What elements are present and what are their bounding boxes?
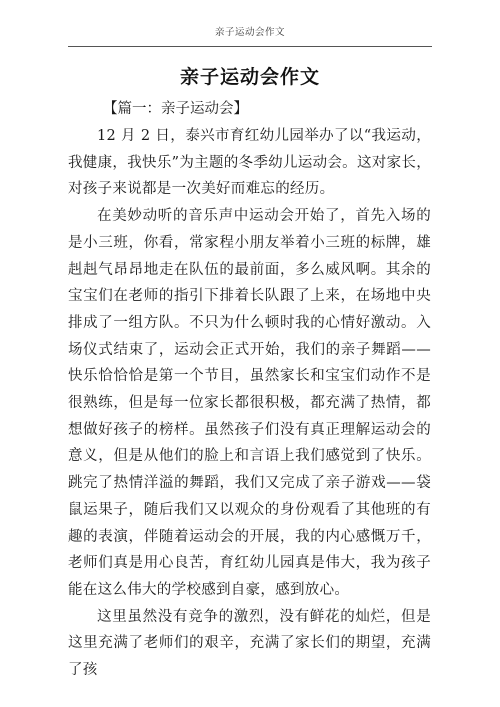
paragraph-1: 12 月 2 日，泰兴市育红幼儿园举办了以“我运动，我健康，我快乐”为主题的冬季幼儿运动会。这对家长，对孩子来说都是一次美好而难忘的经历。	[68, 128, 431, 198]
paragraph-2: 在美妙动听的音乐声中运动会开始了，首先入场的是小三班，你看，常家程小朋友举着小三班的标牌，雄赳赳气昂昂地走在队伍的最前面，多么威风啊。其余的宝宝们在老师的指引下排着长队跟了上来，在场地中央排成了一组方队。不只为什么顿时我的心情好激动。入场仪式结束了，运动会正式开始，我们的亲子舞蹈——快乐恰恰恰是第一个节目，虽然家长和宝宝们动作不是很熟练，但是每一位家长都很积极，都充满了热情，都想做好孩子的榜样。虽然孩子们没有真正理解运动会的意义，但是从他们的脸上和言语上我们感觉到了快乐。跳完了热情洋溢的舞蹈，我们又完成了亲子游戏——袋鼠运果子，随后我们又以观众的身份观看了其他班的有趣的表演，伴随着运动会的开展，我的内心感慨万千，老师们真是用心良苦，育红幼儿园真是伟大，我为孩子能在这么伟大的学校感到自豪，感到放心。	[68, 208, 431, 598]
header-divider	[68, 46, 432, 47]
body-text	[68, 123, 431, 684]
section-heading: 【篇一：亲子运动会】	[103, 101, 248, 117]
paragraph-3: 这里虽然没有竞争的激烈，没有鲜花的灿烂，但是这里充满了老师们的艰辛，充满了家长们的期望，充满了孩	[68, 608, 431, 679]
document-title: 亲子运动会作文	[179, 66, 320, 88]
running-header: 亲子运动会作文	[214, 27, 285, 38]
